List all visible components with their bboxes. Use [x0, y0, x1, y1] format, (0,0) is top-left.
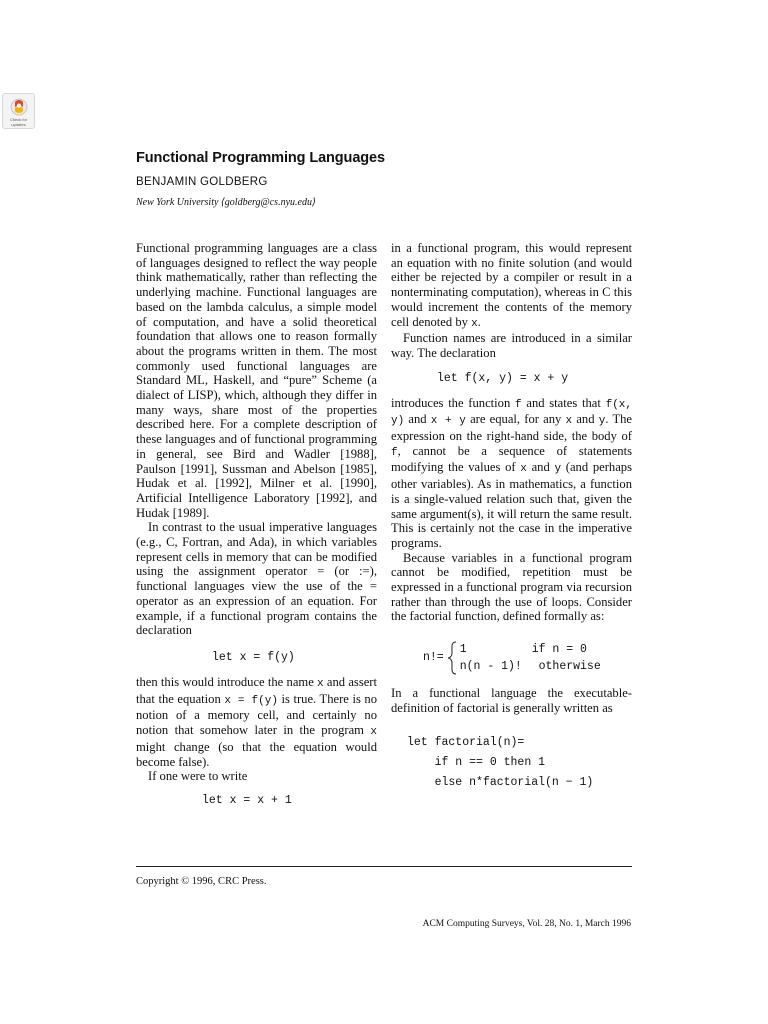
code-line: let factorial(n)=: [407, 735, 525, 749]
code-line: if n == 0 then 1: [407, 755, 546, 769]
code-block: [391, 733, 632, 793]
paragraph: In a functional language the executable-definition of factorial is generally written as: [391, 686, 632, 715]
author-name: BENJAMIN GOLDBERG: [136, 176, 268, 188]
author-affiliation: New York University ⟨goldberg@cs.nyu.edu⟩: [136, 197, 316, 208]
code-block: let x = f(y): [212, 650, 295, 664]
right-column: [391, 241, 632, 793]
paragraph: In contrast to the usual imperative languages (e.g., C, Fortran, and Ada), in which variables represent cells in memory that can be modified using the assignment operator = (or :=), functional languages view the use of the = operator as an expression of an equation. For example, if a functional program contains the declaration: [136, 520, 377, 638]
code-line: else n*factorial(n − 1): [407, 775, 594, 789]
code-block: let f(x, y) = x + y: [437, 371, 569, 385]
check-for-updates-badge[interactable]: [2, 93, 35, 129]
factorial-case: 1 if n = 0: [459, 643, 587, 657]
paragraph: Because variables in a functional program cannot be modified, repetition must be expressed in a functional program via recursion rather than through the use of loops. Consider the factorial function, defined formally as:: [391, 550, 632, 624]
factorial-cases: [460, 641, 601, 675]
copyright-notice: Copyright © 1996, CRC Press.: [136, 876, 267, 887]
left-brace-icon: [446, 641, 458, 675]
paragraph: Functional programming languages are a class of languages designed to reflect the way people think mathematically, rather than reflecting the underlying machine. Functional languages are based on the lambda calculus, a simple model of computation, and have a solid theoretical foundation that allows one to reason formally about the programs written in them. The most commonly used functional languages are Standard ML, Haskell, and “pure” Scheme (a dialect of LISP), which, although they differ in many ways, share most of the properties described here. For a complete description of these languages and of functional programming in general, see Bird and Wadler [1988], Paulson [1991], Sussman and Abelson [1985], Hudak et al. [1992], Milner et al. [1990], Artificial Intelligence Laboratory [1992], and Hudak [1989].: [136, 241, 377, 520]
crossmark-icon: [9, 97, 29, 117]
factorial-lhs: n!=: [423, 650, 444, 664]
paragraph: in a functional program, this would represent an equation with no finite solution (and would either be rejected by a compiler or result in a nonterminating computation), whereas in C this would increment the contents of the memory cell denoted by x.: [391, 241, 632, 330]
factorial-definition: [391, 638, 632, 678]
article-title: Functional Programming Languages: [136, 150, 385, 166]
badge-label: Check for updates: [9, 117, 28, 127]
paragraph: If one were to write: [148, 769, 248, 784]
code-block: let x = x + 1: [202, 793, 292, 807]
footer-divider: [136, 866, 632, 867]
left-column: [136, 241, 377, 808]
journal-citation: ACM Computing Surveys, Vol. 28, No. 1, March 1996: [422, 919, 631, 929]
factorial-case: n(n - 1)! otherwise: [459, 660, 601, 674]
paragraph: introduces the function f and states that f(x, y) and x + y are equal, for any x and y. The expression on the right-hand side, the body of f, cannot be a sequence of statements modifying the values of x and y (and perhaps other variables). As in mathematics, a function is a single-valued relation such that, given the same argument(s), it will return the same result. This is certainly not the case in the imperative programs.: [391, 395, 633, 550]
paragraph: Function names are introduced in a similar way. The declaration: [391, 331, 632, 360]
paragraph: then this would introduce the name x and assert that the equation x = f(y) is true. There is no notion of a memory cell, and certainly no notion that somehow later in the program x might change (so that the equation would become false).: [136, 674, 377, 769]
